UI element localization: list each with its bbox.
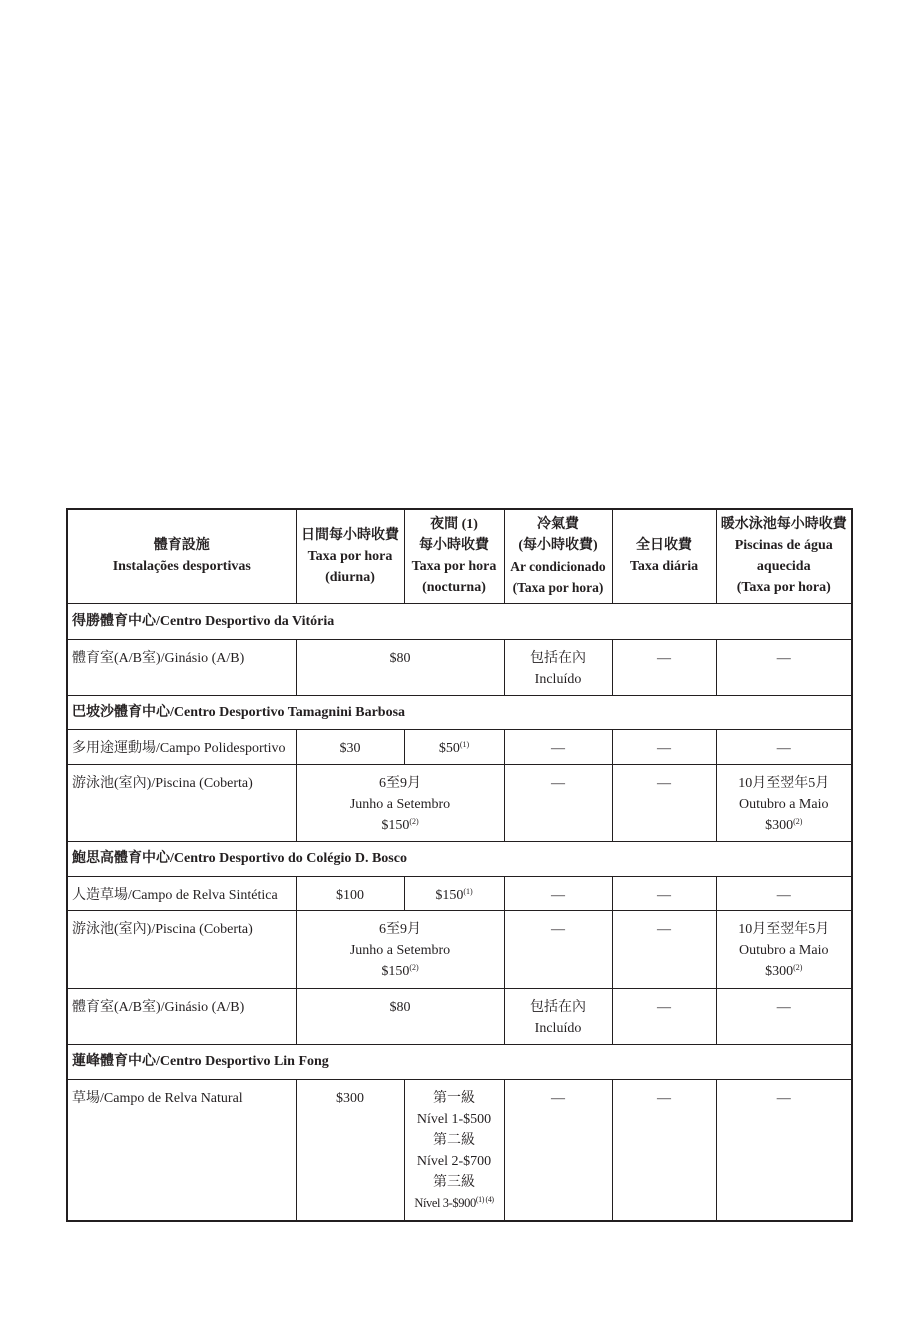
- ac-rate: [504, 639, 612, 695]
- heated-price: [717, 815, 852, 836]
- day-rate: $30: [296, 729, 404, 764]
- header-ac-pt1: Ar condicionado: [510, 559, 606, 575]
- heated-pool-rate: —: [716, 1079, 852, 1221]
- header-facility-pt: Instalações desportivas: [112, 559, 251, 575]
- ac-rate: [504, 988, 612, 1044]
- header-row: [67, 509, 852, 603]
- section-row: [67, 1044, 852, 1079]
- season-price: [297, 961, 504, 982]
- header-heated-pt3: (Taxa por hora): [736, 580, 831, 596]
- ac-rate: —: [504, 729, 612, 764]
- facility-name: 多用途運動場/Campo Polidesportivo: [67, 729, 296, 764]
- header-day-pt1: Taxa por hora: [307, 548, 393, 564]
- section-row: [67, 603, 852, 639]
- season-price-value: $150: [381, 963, 410, 979]
- night-rate: [404, 729, 504, 764]
- facility-name: 游泳池(室內)/Piscina (Coberta): [67, 910, 296, 988]
- header-day-zh: 日間每小時收費: [301, 527, 399, 543]
- daily-rate: —: [612, 988, 716, 1044]
- section-row: [67, 841, 852, 876]
- table-row: [67, 910, 852, 988]
- table-row: [67, 988, 852, 1044]
- season-pt: Junho a Setembro: [349, 796, 451, 812]
- footnote-ref: (2): [793, 962, 803, 972]
- heated-season-zh: 10月至翌年5月: [738, 775, 830, 791]
- night-rate-value: $150: [435, 887, 464, 903]
- section-bosco: 鮑思高體育中心/Centro Desportivo do Colégio D. Bosco: [67, 841, 852, 876]
- night-rate-value: $50: [438, 740, 460, 756]
- header-night-pt2: (nocturna): [422, 580, 486, 596]
- header-heated-pt2: aquecida: [756, 559, 811, 575]
- footnote-ref: (1) (4): [475, 1194, 494, 1204]
- season-price: [297, 815, 504, 836]
- header-daily-rate: [612, 509, 716, 603]
- ac-rate: —: [504, 764, 612, 841]
- ac-included-zh: 包括在內: [530, 650, 586, 666]
- header-ac-pt2: (Taxa por hora): [512, 580, 604, 596]
- section-row: [67, 695, 852, 729]
- header-ac-zh2: (每小時收費): [518, 538, 598, 554]
- ac-rate: —: [504, 1079, 612, 1221]
- level-2-zh: 第二級: [433, 1132, 475, 1148]
- header-facility: [67, 509, 296, 603]
- level-3-pt: [405, 1193, 504, 1214]
- day-rate: $300: [296, 1079, 404, 1221]
- facility-name: 體育室(A/B室)/Ginásio (A/B): [67, 988, 296, 1044]
- section-linfong: 蓮峰體育中心/Centro Desportivo Lin Fong: [67, 1044, 852, 1079]
- ac-rate: —: [504, 910, 612, 988]
- daily-rate: —: [612, 910, 716, 988]
- ac-included-zh: 包括在內: [530, 999, 586, 1015]
- footnote-ref: (2): [793, 816, 803, 826]
- ac-included-pt: Incluído: [534, 1020, 582, 1036]
- table-row: [67, 639, 852, 695]
- season-rate: [296, 764, 504, 841]
- table-row: [67, 876, 852, 910]
- heated-price: [717, 961, 852, 982]
- header-night-rate: [404, 509, 504, 603]
- heated-price-value: $300: [765, 817, 794, 833]
- season-zh: 6至9月: [379, 775, 421, 791]
- table-row: [67, 729, 852, 764]
- heated-price-value: $300: [765, 963, 794, 979]
- facility-name: 人造草場/Campo de Relva Sintética: [67, 876, 296, 910]
- level-3-value: Nível 3-$900: [414, 1195, 476, 1210]
- heated-season-zh: 10月至翌年5月: [738, 921, 830, 937]
- season-price-value: $150: [381, 817, 410, 833]
- footnote-ref: (2): [409, 816, 419, 826]
- daily-rate: —: [612, 729, 716, 764]
- heated-pool-rate: [716, 910, 852, 988]
- level-1-zh: 第一級: [433, 1090, 475, 1106]
- header-heated-pt1: Piscinas de água: [734, 538, 833, 554]
- heated-season-pt: Outubro a Maio: [739, 942, 829, 958]
- fee-table: [66, 508, 853, 1222]
- header-facility-zh: 體育設施: [153, 538, 210, 554]
- table-row: [67, 764, 852, 841]
- hourly-rate: $80: [296, 988, 504, 1044]
- day-rate: $100: [296, 876, 404, 910]
- header-night-zh1: 夜間 (1): [430, 517, 478, 533]
- header-heated-pool: [716, 509, 852, 603]
- season-zh: 6至9月: [379, 921, 421, 937]
- footnote-ref: (2): [409, 962, 419, 972]
- facility-name: 體育室(A/B室)/Ginásio (A/B): [67, 639, 296, 695]
- ac-included-pt: Incluído: [534, 671, 582, 687]
- daily-rate: —: [612, 1079, 716, 1221]
- daily-rate: —: [612, 876, 716, 910]
- table-row: [67, 1079, 852, 1221]
- daily-rate: —: [612, 764, 716, 841]
- night-rate-levels: [404, 1079, 504, 1221]
- header-heated-zh: 暖水泳池每小時收費: [720, 517, 847, 533]
- level-3-zh: 第三級: [433, 1174, 475, 1190]
- night-rate: [404, 876, 504, 910]
- header-daily-zh: 全日收費: [636, 538, 692, 554]
- daily-rate: —: [612, 639, 716, 695]
- header-night-zh2: 每小時收費: [419, 538, 489, 554]
- header-daily-pt: Taxa diária: [629, 559, 699, 575]
- season-pt: Junho a Setembro: [349, 942, 451, 958]
- heated-pool-rate: —: [716, 729, 852, 764]
- footnote-ref: (1): [463, 886, 473, 896]
- footnote-ref: (1): [459, 739, 470, 749]
- heated-pool-rate: [716, 764, 852, 841]
- heated-pool-rate: —: [716, 876, 852, 910]
- header-day-rate: [296, 509, 404, 603]
- season-rate: [296, 910, 504, 988]
- hourly-rate: $80: [296, 639, 504, 695]
- level-2-pt: Nível 2-$700: [416, 1153, 492, 1169]
- facility-name: 游泳池(室內)/Piscina (Coberta): [67, 764, 296, 841]
- section-vitoria: 得勝體育中心/Centro Desportivo da Vitória: [67, 603, 852, 639]
- header-day-pt2: (diurna): [325, 569, 375, 585]
- heated-pool-rate: —: [716, 639, 852, 695]
- header-ac-zh1: 冷氣費: [537, 517, 579, 533]
- level-1-pt: Nível 1-$500: [416, 1111, 492, 1127]
- section-tamagnini: 巴坡沙體育中心/Centro Desportivo Tamagnini Barbosa: [67, 695, 852, 729]
- facility-name: 草場/Campo de Relva Natural: [67, 1079, 296, 1221]
- header-night-pt1: Taxa por hora: [411, 559, 497, 575]
- heated-pool-rate: —: [716, 988, 852, 1044]
- header-air-conditioning: [504, 509, 612, 603]
- ac-rate: —: [504, 876, 612, 910]
- heated-season-pt: Outubro a Maio: [739, 796, 829, 812]
